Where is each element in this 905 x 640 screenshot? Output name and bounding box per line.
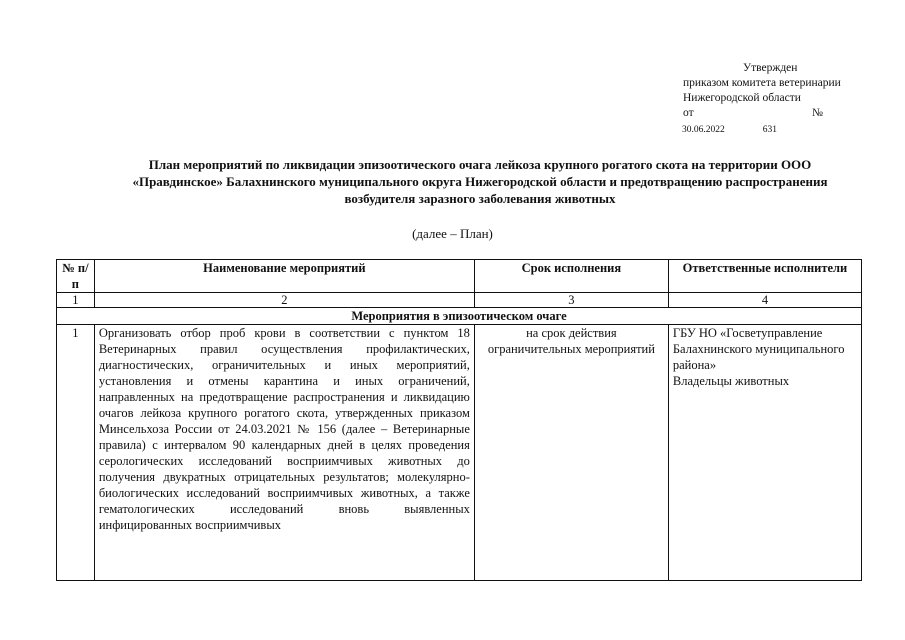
document-title: План мероприятий по ликвидации эпизоотического очага лейкоза крупного рогатого скота на территории ООО «Правдинское» Балахнинского муниципального округа Нижегородской области и предотвращению распространения возбудителя заразного заболевания животных [132,157,828,206]
row-responsible [668,325,861,581]
approval-number: 631 [762,125,777,135]
approval-values-row [683,123,841,138]
approval-date: 30.06.2022 [682,125,725,135]
approval-block [683,61,841,138]
responsible-org: ГБУ НО «Госветуправление Балахнинского муниципального района» [672,326,845,372]
column-number-3: 3 [474,293,668,308]
approval-number-label: № [812,107,823,119]
header-responsible: Ответственные исполнители [668,260,861,293]
approval-line-1: приказом комитета ветеринарии [683,77,841,89]
table-row [57,325,862,581]
responsible-owners: Владельцы животных [672,374,790,388]
column-number-1: 1 [57,293,95,308]
approval-from-label: от [683,107,694,119]
table-header-row [57,260,862,293]
plan-table [56,259,862,581]
header-deadline: Срок исполнения [474,260,668,293]
approval-line-2: Нижегородской области [683,92,801,104]
row-deadline: на срок действия ограничительных мероприятий [474,325,668,581]
column-number-row [57,293,862,308]
section-row [57,308,862,325]
column-number-4: 4 [668,293,861,308]
header-activity: Наименование мероприятий [94,260,474,293]
document-subtitle: (далее – План) [412,226,493,241]
row-activity: Организовать отбор проб крови в соответствии с пунктом 18 Ветеринарных правил осуществления профилактических, диагностических, ограничительных и иных мероприятий, установления и отмены карантина и иных ограничений, направленных на предотвращение распространения и ликвидацию очагов лейкоза крупного рогатого скота, утвержденных приказом Минсельхоза России от 24.03.2021 № 156 (далее – Ветеринарные правила) с интервалом 90 календарных дней в целях проведения серологических исследований восприимчивых животных до получения двукратных отрицательных результатов; молекулярно-биологических исследований восприимчивых животных, а также гематологических исследований вновь выявленных инфицированных восприимчивых [94,325,474,581]
approval-from-row [683,106,823,121]
header-number: № п/п [57,260,95,293]
row-number: 1 [57,325,95,581]
approval-title: Утвержден [743,62,798,74]
column-number-2: 2 [94,293,474,308]
section-title: Мероприятия в эпизоотическом очаге [57,308,862,325]
